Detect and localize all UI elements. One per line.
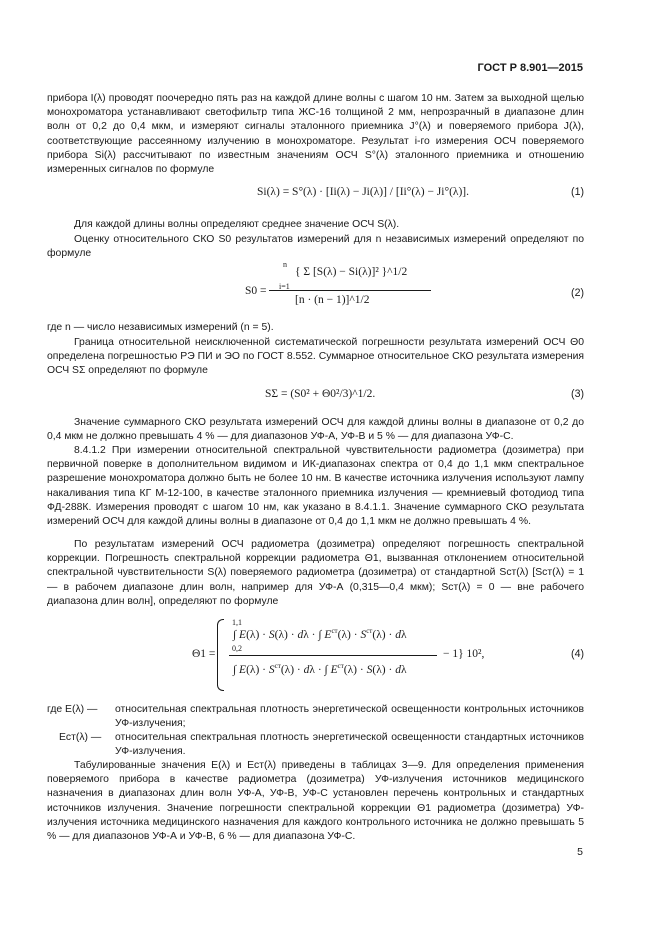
equation-4 [47,617,584,695]
equation-1-formula: Si(λ) = S°(λ) · [Ii(λ) − Ji(λ)] / [Ii°(λ) − Ji°(λ)]. [257,186,470,198]
equation-4-limit-bottom: 0,2 [232,644,242,653]
paragraph-7: 8.4.1.2 При измерении относительной спектральной чувствительности радиометра (дозиметра) при первичной поверке в дополнительном видимом и ИК-диапазонах спектра от 0,4 до 1,1 мкм спектральное разрешение монохроматора должно быть не более 10 нм. В качестве источника излучения используют лампу накаливания типа КГ М-12-100, в качестве эталонного приемника излучения — кремниевый фотодиод типа ФД-288К. Измерения проводят с шагом 10 нм, как указано в 8.4.1.1. Значение суммарного СКО результата измерений ОСЧ для каждой длины волны в диапазоне от 0,4 до 1,1 мкм не должно превышать 4 %. [47,445,584,528]
equation-4-number: (4) [571,648,584,660]
equation-1 [47,186,584,204]
where-item-2 [47,731,584,761]
equation-4-left-brace [217,619,224,691]
where-item-text: относительная спектральная плотность энергетической освещенности контрольных источников УФ-излучения; [115,704,584,730]
where-item-1 [47,703,584,733]
paragraph-8: По результатам измерений ОСЧ радиометра (дозиметра) определяют погрешность спектральной коррекции. Погрешность спектральной коррекции радиометра Θ1, вызванная отклонением относительной спектральной чувствительности S(λ) поверяемого радиометра (дозиметра) от стандартной Sст(λ) [Sст(λ) = 1 — в рабочем диапазоне длин волн, например для УФ-А (0,315—0,4 мкм); Sст(λ) = 0 — вне рабочего диапазона длин волн], определяют по формуле [47,539,584,607]
equation-2-number: (2) [571,287,584,299]
equation-4-numerator: ∫ E(λ) · S(λ) · dλ · ∫ $E^{ст}(\lambda) \cdot S^{ст}(\lambda) \cdot d\lambda$ [233,627,407,641]
equation-2-lhs: S0 = [245,285,267,297]
paragraph-2: Для каждой длины волны определяют среднее значение ОСЧ S(λ). [74,219,400,230]
equation-2-fraction-bar [269,290,431,291]
where-item-label: где E(λ) — [47,704,98,715]
equation-4-fraction-bar [229,655,437,656]
equation-2-sum-top: n [283,260,287,269]
equation-4-tail: − 1} 10², [443,648,485,660]
equation-4-limit-top: 1,1 [232,618,242,627]
paragraph-3: Оценку относительного СКО S0 результатов измерений для n независимых измерений определяют по формуле [47,234,584,260]
paragraph-6: Значение суммарного СКО результата измерений ОСЧ для каждой длины волны в диапазоне от 0,2 до 0,4 мкм не должно превышать 4 % — для диапазонов УФ-А, УФ-В и 5 % — для диапазона УФ-С. [47,417,584,443]
equation-2-denominator: [n · (n − 1)]^1/2 [295,294,370,306]
equation-3 [47,388,584,406]
page-number: 5 [577,846,583,858]
where-item-label: Eст(λ) — [59,732,102,743]
equation-3-number: (3) [571,388,584,400]
paragraph-9: Табулированные значения E(λ) и Eст(λ) приведены в таблицах 3—9. Для определения применения поверяемого прибора в качестве радиометра (дозиметра) УФ-излучения источников медицинского назначения в диапазонах длин волн УФ-А, УФ-В, УФ-С установлен перечень контрольных и стандартных источников излучения. Значение погрешности спектральной коррекции Θ1 радиометра (дозиметра) УФ-излучения источника медицинского назначения для каждого контрольного источника не должно превышать 5 % — для диапазонов УФ-А и УФ-В, 6 % — для диапазона УФ-С. [47,760,584,843]
equation-1-number: (1) [571,186,584,198]
paragraph-1: прибора I(λ) проводят поочередно пять раз на каждой длине волны с шагом 10 нм. Затем за выходной щелью монохроматора устанавливают светофильтр типа ЖС-16 толщиной 2 мм, непрозрачный в диапазоне длин волн от 0,2 до 0,4 мкм, и измеряют сигналы эталонного приемника J°(λ) и поверяемого прибора J(λ), соответствующие рассеянному излучению в монохроматоре. Результат i-го измерения ОСЧ поверяемого прибора Si(λ) рассчитывают по известным значениям ОСЧ S°(λ) эталонного приемника и отношению измеренных сигналов по формуле [47,93,584,176]
equation-4-denominator: ∫ $E(\lambda) \cdot S^{ст}(\lambda) \cdot d\lambda$ · ∫ $E^{ст}(\lambda) \cdot S(\lambda) \cdot d\lambda$ [233,662,407,676]
equation-2-sum-bottom: i=1 [279,282,290,291]
equation-4-lhs: Θ1 = [192,648,216,660]
standard-header: ГОСТ Р 8.901—2015 [477,62,583,74]
paragraph-5: Граница относительной неисключенной систематической погрешности результата измерений ОСЧ Θ0 определена погрешностью РЭ ПИ и ЭО по ГОСТ 8.552. Суммарное относительное СКО результата измерения ОСЧ SΣ определяют по формуле [47,337,584,377]
equation-3-formula: SΣ = (S0² + Θ0²/3)^1/2. [265,388,376,400]
paragraph-4: где n — число независимых измерений (n = 5). [47,322,274,333]
equation-2-numerator: { Σ [S(λ) − Si(λ)]² }^1/2 [295,266,408,278]
where-item-text: относительная спектральная плотность энергетической освещенности стандартных источников УФ-излучения. [115,732,584,758]
equation-2 [47,258,584,318]
